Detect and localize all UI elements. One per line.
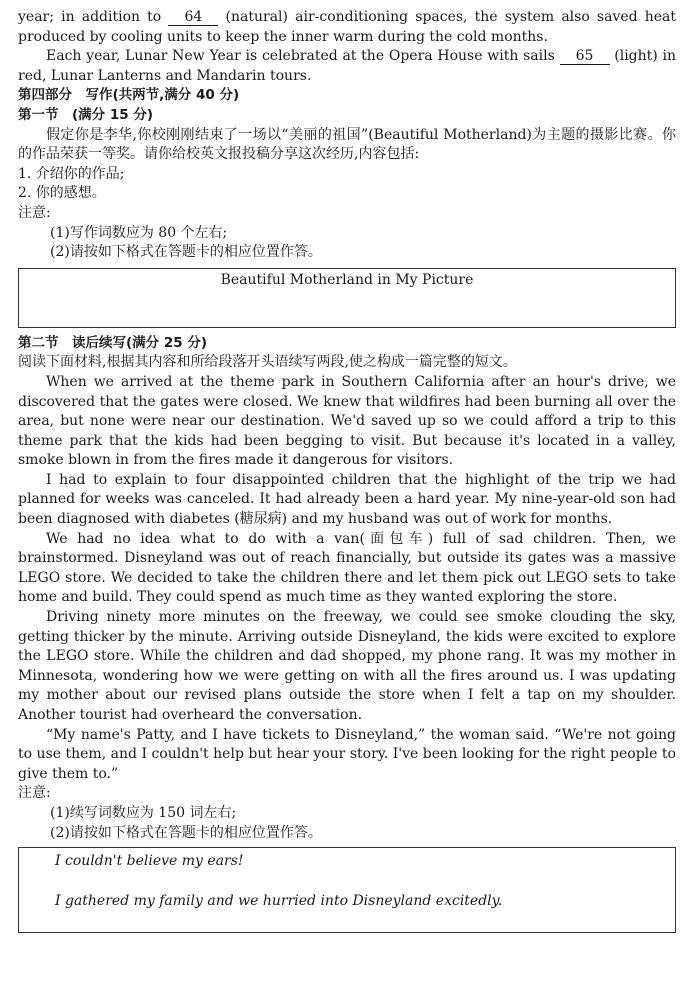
- story-paragraph: Driving ninety more minutes on the freeway, we could see smoke clouding the sky, getting thicker by the minute. Arriving outside Disneyland, the kids were excited to explore the LEGO store. While the children and dad shopped, my phone rang. It was my mother in Minnesota, wondering how we were getting on with all the fires around us. I was updating my mother about our revised plans outside the store when I felt a tap on my shoulder. Another tourist had overheard the conversation.: [18, 609, 676, 723]
- writing-prompt: 假定你是李华,你校刚刚结束了一场以“美丽的祖国”(Beautiful Motherland)为主题的摄影比赛。你的作品荣获一等奖。请你给校英文报投稿分享这次经历,内容包括:: [18, 126, 676, 163]
- note-label: 注意:: [18, 785, 51, 802]
- note-item: (2)请按如下格式在答题卡的相应位置作答。: [50, 244, 322, 261]
- part4-heading: 第四部分 写作(共两节,满分 40 分): [18, 87, 240, 104]
- answer-box-writing[interactable]: [18, 268, 676, 328]
- answer-blank-64[interactable]: 64: [168, 9, 218, 26]
- answer-box-continuation[interactable]: [18, 847, 676, 933]
- paragraph-opener-2: I gathered my family and we hurried into Disneyland excitedly.: [55, 892, 503, 909]
- passage-line: [18, 8, 676, 47]
- story-paragraph: I had to explain to four disappointed children that the highlight of the trip we had planned for weeks was canceled. It had already been a hard year. My nine-year-old son had been diagnosed with diabetes (糖尿病) and my husband was out of work for months.: [18, 471, 676, 528]
- passage-text: (natural) air-conditioning spaces, the system also saved heat produced by cooling units to keep the inner warm during the cold months.: [18, 9, 677, 45]
- exam-page: [18, 8, 676, 933]
- requirement-item: 2. 你的感想。: [18, 185, 106, 202]
- section1-heading: 第一节 (满分 15 分): [18, 106, 154, 123]
- note-label: 注意:: [18, 204, 51, 221]
- note-item: (1)续写词数应为 150 词左右;: [50, 804, 237, 821]
- story-paragraph: When we arrived at the theme park in Southern California after an hour's drive, we discovered that the gates were closed. We knew that wildfires had been burning all over the area, but none were near our destination. We'd saved up so we could afford a trip to this theme park that the kids had been begging to visit. But because it's located in a valley, smoke blown in from the fires made it dangerous for visitors.: [18, 373, 676, 469]
- passage-paragraph: [18, 47, 676, 86]
- paragraph-opener-1: I couldn't believe my ears!: [55, 853, 244, 870]
- passage-text: Each year, Lunar New Year is celebrated at the Opera House with sails: [46, 48, 555, 65]
- story-paragraph: We had no idea what to do with a van(面包车) full of sad children. Then, we brainstormed. Disneyland was out of reach financially, but outside its gates was a massive LEGO store. We decided to take the children there and let them pick out LEGO sets to take home and build. They could spend as much time as they wanted exploring the store.: [18, 530, 676, 606]
- answer-blank-65[interactable]: 65: [560, 48, 610, 65]
- requirement-item: 1. 介绍你的作品;: [18, 165, 125, 182]
- story-paragraph: “My name's Patty, and I have tickets to Disneyland,” the woman said. “We're not going to use them, and I couldn't help but hear your story. I've been looking for the right people to give them to.”: [18, 726, 676, 782]
- answer-box-title: Beautiful Motherland in My Picture: [220, 271, 474, 288]
- section2-instructions: 阅读下面材料,根据其内容和所给段落开头语续写两段,使之构成一篇完整的短文。: [18, 354, 517, 371]
- section2-heading: 第二节 读后续写(满分 25 分): [18, 334, 208, 351]
- passage-text: (light) in red, Lunar Lanterns and Mandarin tours.: [18, 48, 676, 84]
- note-item: (2)请按如下格式在答题卡的相应位置作答。: [50, 824, 322, 841]
- note-item: (1)写作词数应为 80 个左右;: [50, 224, 228, 241]
- passage-text: year; in addition to: [18, 9, 162, 25]
